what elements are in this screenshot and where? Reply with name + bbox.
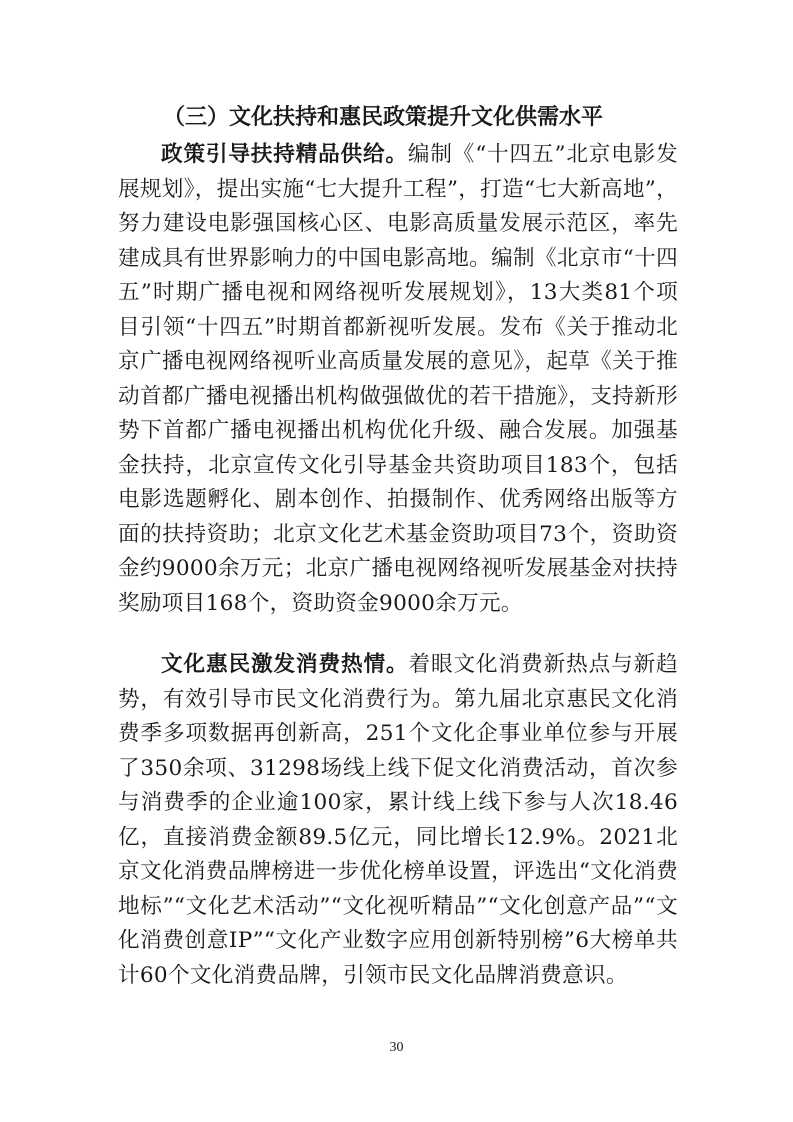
paragraph-body: 着眼文化消费新热点与新趋势，有效引导市民文化消费行为。第九届北京惠民文化消费季多项数据再创新高，251个文化企事业单位参与开展了350余项、31298场线上线下促文化消费活动，首次参与消费季的企业逾100家，累计线上线下参与人次18.46亿，直接消费金额89.5亿元，同比增长12.9%。2021北京文化消费品牌榜进一步优化榜单设置，评选出“文化消费地标”“文化艺术活动”“文化视听精品”“文化创意产品”“文化消费创意IP”“文化产业数字应用创新特别榜”6大榜单共计60个文化消费品牌，引领市民文化品牌消费意识。: [118, 652, 678, 988]
paragraph-lead: 政策引导扶持精品供给。: [161, 142, 408, 167]
paragraph-lead: 文化惠民激发消费热情。: [161, 652, 409, 677]
paragraph-consumption: [118, 648, 678, 993]
section-heading: （三）文化扶持和惠民政策提升文化供需水平: [163, 105, 604, 130]
paragraph-body: 编制《“十四五”北京电影发展规划》，提出实施“七大提升工程”，打造“七大新高地”，努力建设电影强国核心区、电影高质量发展示范区，率先建成具有世界影响力的中国电影高地。编制《北京市“十四五”时期广播电视和网络视听发展规划》，13大类81个项目引领“十四五”时期首都新视听发展。发布《关于推动北京广播电视网络视听业高质量发展的意见》，起草《关于推动首都广播电视播出机构做强做优的若干措施》，支持新形势下首都广播电视播出机构优化升级、融合发展。加强基金扶持，北京宣传文化引导基金共资助项目183个，包括电影选题孵化、剧本创作、拍摄制作、优秀网络出版等方面的扶持资助；北京文化艺术基金资助项目73个，资助资金约9000余万元；北京广播电视网络视听发展基金对扶持奖励项目168个，资助资金9000余万元。: [118, 142, 679, 616]
page-number: 30: [389, 1040, 404, 1055]
paragraph-policy-support: [118, 138, 678, 621]
